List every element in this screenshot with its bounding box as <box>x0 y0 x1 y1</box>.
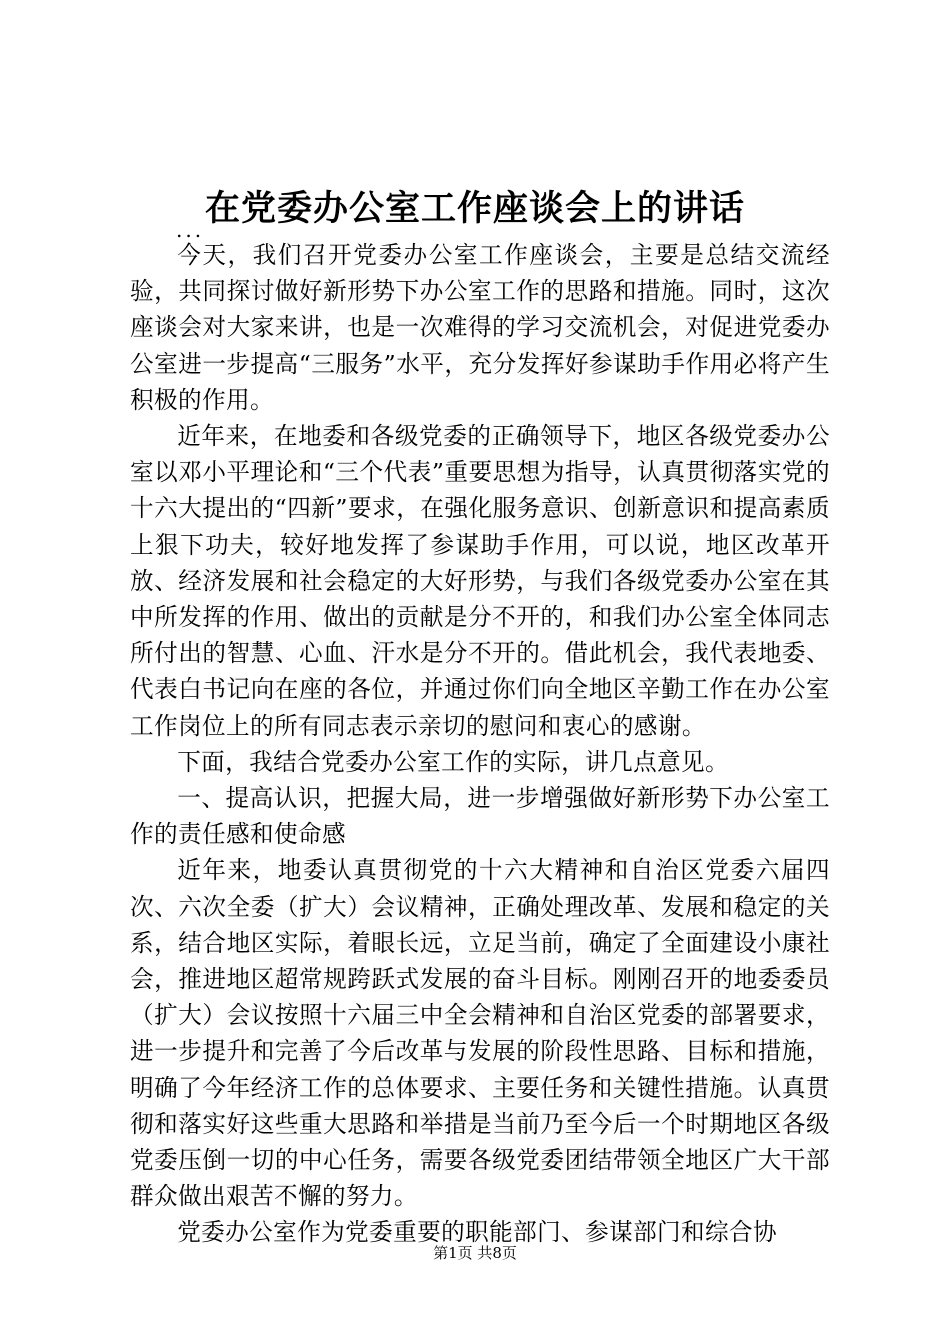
paragraph: 今天，我们召开党委办公室工作座谈会，主要是总结交流经验，共同探讨做好新形势下办公室工作的思路和措施。同时，这次座谈会对大家来讲，也是一次难得的学习交流机会，对促进党委办公室进一步提高“三服务”水平，充分发挥好参谋助手作用必将产生积极的作用。 <box>130 241 830 414</box>
paragraph: 下面，我结合党委办公室工作的实际，讲几点意见。 <box>177 747 730 776</box>
document-title: 在党委办公室工作座谈会上的讲话 <box>204 188 745 229</box>
paragraph: 党委办公室作为党委重要的职能部门、参谋部门和综合协 <box>177 1218 778 1247</box>
section-heading: 一、提高认识，把握大局，进一步增强做好新形势下办公室工作的责任感和使命感 <box>130 784 830 849</box>
title-ellipsis: ... <box>176 218 205 242</box>
document-body <box>130 237 830 1251</box>
paragraph: 近年来，在地委和各级党委的正确领导下，地区各级党委办公室以邓小平理论和“三个代表”重要思想为指导，认真贯彻落实党的十六大提出的“四新”要求，在强化服务意识、创新意识和提高素质上狠下功夫，较好地发挥了参谋助手作用，可以说，地区改革开放、经济发展和社会稳定的大好形势，与我们各级党委办公室在其中所发挥的作用、做出的贡献是分不开的，和我们办公室全体同志所付出的智慧、心血、汗水是分不开的。借此机会，我代表地委、代表白书记向在座的各位，并通过你们向全地区辛勤工作在办公室工作岗位上的所有同志表示亲切的慰问和衷心的感谢。 <box>130 422 830 740</box>
paragraph: 近年来，地委认真贯彻党的十六大精神和自治区党委六届四次、六次全委（扩大）会议精神，正确处理改革、发展和稳定的关系，结合地区实际，着眼长远，立足当前，确定了全面建设小康社会，推进地区超常规跨跃式发展的奋斗目标。刚刚召开的地委委员（扩大）会议按照十六届三中全会精神和自治区党委的部署要求，进一步提升和完善了今后改革与发展的阶段性思路、目标和措施，明确了今年经济工作的总体要求、主要任务和关键性措施。认真贯彻和落实好这些重大思路和举措是当前乃至今后一个时期地区各级党委压倒一切的中心任务，需要各级党委团结带领全地区广大干部群众做出艰苦不懈的努力。 <box>130 856 830 1211</box>
page-footer: 第1页 共8页 <box>433 1244 517 1262</box>
